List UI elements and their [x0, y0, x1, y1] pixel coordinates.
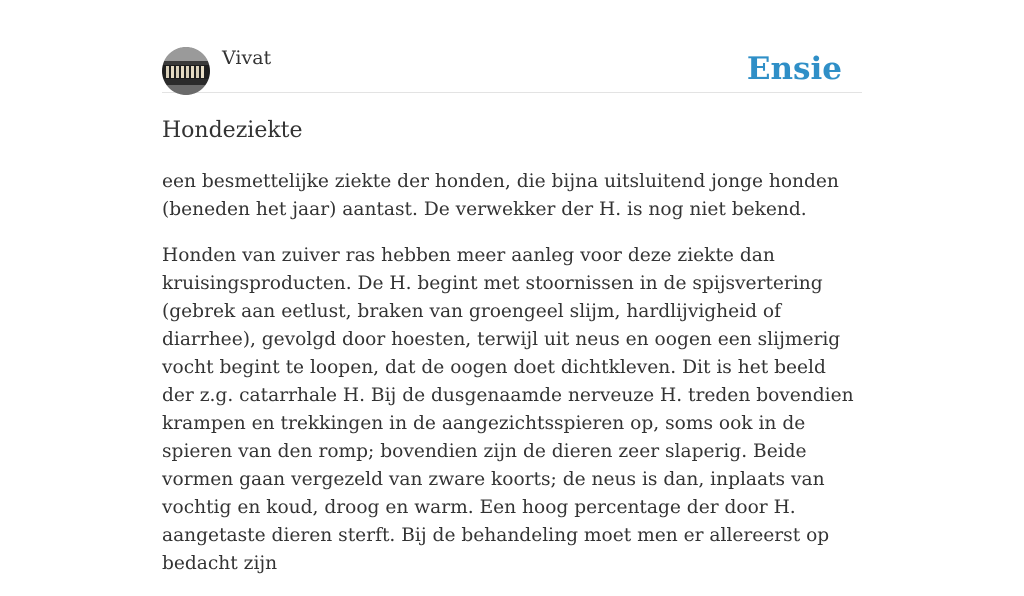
page: [162, 0, 862, 574]
avatar-image-icon: [162, 47, 210, 95]
page-title: Hondeziekte: [162, 118, 303, 143]
header: [162, 0, 862, 93]
article-paragraph: Honden van zuiver ras hebben meer aanleg voor deze ziekte dan kruisingsproducten. De H. begint met stoornissen in de spijsvertering (gebrek aan eetlust, braken van groengeel slijm, hardlijvigheid of diarrhee), gevolgd door hoesten, terwijl uit neus en oogen een slijmerig vocht begint te loopen, dat de oogen doet dichtkleven. Dit is het beeld der z.g. catarrhale H. Bij de dusgenaamde nerveuze H. treden bovendien krampen en trekkingen in de aangezichtsspieren op, soms ook in de spieren van den romp; bovendien zijn de dieren zeer slaperig. Beide vormen gaan vergezeld van zware koorts; de neus is dan, inplaats van vochtig en koud, droog en warm. Een hoog percentage der door H. aangetaste dieren sterft. Bij de behandeling moet men er allereerst op bedacht zijn: [162, 245, 854, 574]
article-body: [162, 168, 862, 596]
brand-logo[interactable]: Ensie: [746, 51, 842, 87]
author-name[interactable]: Vivat: [222, 47, 272, 69]
article-paragraph: een besmettelijke ziekte der honden, die bijna uitsluitend jonge honden (beneden het jaar) aantast. De verwekker der H. is nog niet bekend.: [162, 171, 839, 220]
author-avatar[interactable]: [162, 47, 210, 95]
